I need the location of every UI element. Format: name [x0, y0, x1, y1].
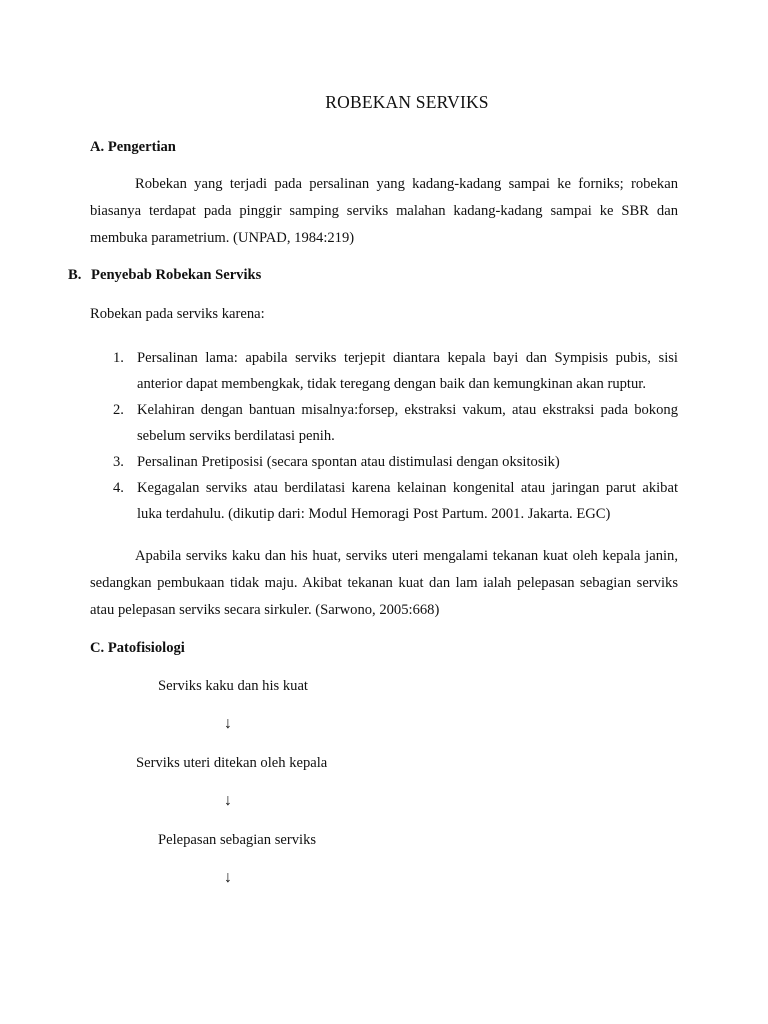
flow-step-3: Pelepasan sebagian serviks [158, 832, 317, 848]
section-b-heading [68, 267, 261, 284]
flow-step-2: Serviks uteri ditekan oleh kepala [136, 755, 328, 771]
list-item [90, 475, 678, 527]
section-a-heading: A. Pengertian [90, 139, 176, 155]
list-item-text: Kelahiran dengan bantuan misalnya:forsep, ekstraksi vakum, atau ekstraksi pada bokong sebelum serviks berdilatasi penih. [137, 402, 678, 444]
section-a-paragraph [90, 171, 678, 252]
down-arrow-icon: ↓ [224, 869, 232, 886]
section-b-title: Penyebab Robekan Serviks [91, 267, 262, 283]
list-item-number: 3. [113, 454, 124, 470]
down-arrow-icon: ↓ [224, 715, 232, 732]
section-b-paragraph-text: Apabila serviks kaku dan his huat, serviks uteri mengalami tekanan kuat oleh kepala janin, sedangkan pembukaan tidak maju. Akibat tekanan kuat dan lam ialah pelepasan sebagian serviks atau pelepasan serviks secara sirkuler. (Sarwono, 2005:668) [90, 548, 678, 618]
list-item-text: Persalinan Pretiposisi (secara spontan atau distimulasi dengan oksitosik) [137, 454, 560, 470]
list-item [90, 397, 678, 449]
list-item-number: 2. [113, 402, 124, 418]
list-item-text: Persalinan lama: apabila serviks terjepit diantara kepala bayi dan Sympisis pubis, sisi anterior dapat membengkak, tidak teregang dengan baik dan kemungkinan akan ruptur. [137, 350, 678, 392]
list-item-number: 1. [113, 350, 124, 366]
section-c-heading: C. Patofisiologi [90, 640, 185, 656]
list-item-number: 4. [113, 480, 124, 496]
section-b-intro: Robekan pada serviks karena: [90, 306, 265, 322]
list-item [90, 345, 678, 397]
flow-step-1: Serviks kaku dan his kuat [158, 678, 308, 694]
section-b-paragraph [90, 543, 678, 624]
section-b-number: B. [68, 267, 82, 283]
list-item [90, 449, 678, 475]
cause-list [90, 345, 678, 527]
document-title: ROBEKAN SERVIKS [325, 92, 489, 112]
section-a-paragraph-text: Robekan yang terjadi pada persalinan yang kadang-kadang sampai ke forniks; robekan biasanya terdapat pada pinggir samping serviks malahan kadang-kadang sampai ke SBR dan membuka parametrium. (UNPAD, 1984:219) [90, 176, 678, 246]
down-arrow-icon: ↓ [224, 792, 232, 809]
list-item-text: Kegagalan serviks atau berdilatasi karena kelainan kongenital atau jaringan parut akibat luka terdahulu. (dikutip dari: Modul Hemoragi Post Partum. 2001. Jakarta. EGC) [137, 480, 678, 522]
